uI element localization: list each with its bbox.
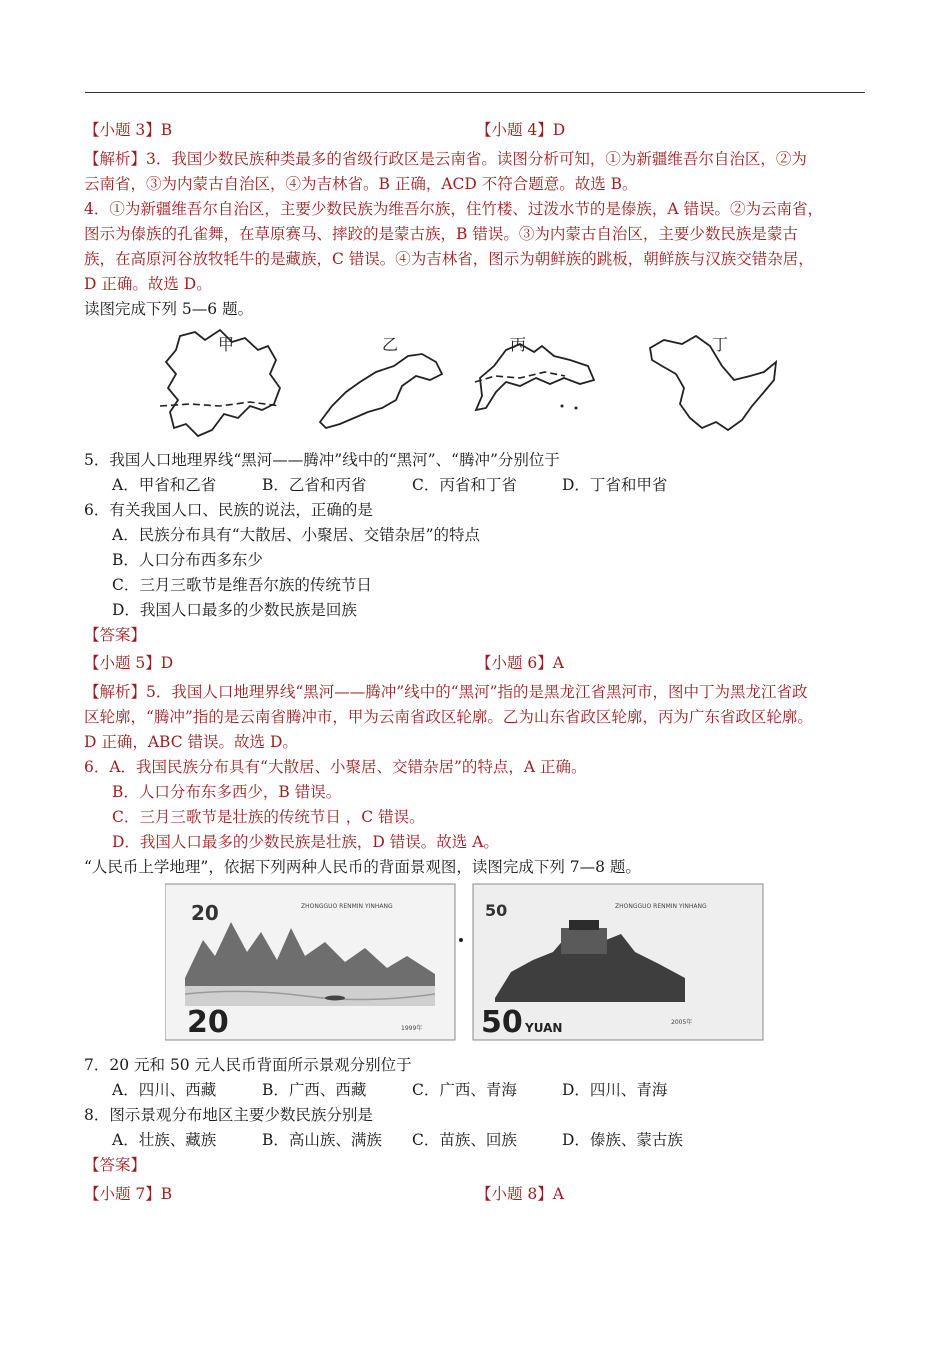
section-instruction: 读图完成下列 5—6 题。 [84, 300, 254, 318]
analysis-line: 图示为傣族的孔雀舞，在草原赛马、摔跤的是蒙古族，B 错误。③为内蒙古自治区，主要少数民族是蒙古 [84, 225, 798, 243]
analysis-line: 4．①为新疆维吾尔自治区，主要少数民族为维吾尔族，住竹楼、过泼水节的是傣族，A 错误。②为云南省， [84, 200, 823, 218]
option-c: C．苗族、回族 [412, 1131, 517, 1149]
province-outline-maps [150, 326, 790, 442]
analysis-line: B．人口分布东多西少，B 错误。 [112, 783, 342, 801]
banknote-50 [473, 884, 763, 1040]
map-label-yi: 乙 [382, 335, 399, 354]
answer-q6: 【小题 6】A [476, 654, 564, 672]
map-label-ding: 丁 [712, 335, 729, 354]
options-q7 [112, 1078, 667, 1103]
answer-heading: 【答案】 [84, 626, 147, 644]
option-c: C．丙省和丁省 [412, 476, 517, 494]
banknote-images [165, 882, 765, 1042]
answer-q5: 【小题 5】D [84, 654, 174, 672]
question-7: 7．20 元和 50 元人民币背面所示景观分别位于 [84, 1056, 412, 1074]
option-a: A．民族分布具有“大散居、小聚居、交错杂居”的特点 [112, 526, 481, 544]
analysis-line: 6．A．我国民族分布具有“大散居、小聚居、交错杂居”的特点，A 正确。 [84, 758, 587, 776]
banknote-20 [165, 884, 463, 1040]
question-8: 8．图示景观分布地区主要少数民族分别是 [84, 1106, 373, 1124]
svg-text:50: 50 [481, 1005, 523, 1040]
svg-text:2005年: 2005年 [671, 1019, 693, 1026]
analysis-line: 族，在高原河谷放牧牦牛的是藏族，C 错误。④为吉林省，图示为朝鲜族的跳板，朝鲜族与汉族交错杂居， [84, 250, 814, 268]
option-d: D．四川、青海 [562, 1081, 668, 1099]
option-a: A．四川、西藏 [112, 1081, 217, 1099]
svg-text:20: 20 [191, 901, 219, 925]
option-b: B．乙省和丙省 [262, 476, 367, 494]
option-c: C．三月三歌节是维吾尔族的传统节日 [112, 576, 372, 594]
answer-q7: 【小题 7】B [84, 1185, 173, 1203]
option-a: A．壮族、藏族 [112, 1131, 217, 1149]
svg-text:50: 50 [485, 901, 508, 920]
option-b: B．高山族、满族 [262, 1131, 382, 1149]
option-a: A．甲省和乙省 [112, 476, 217, 494]
analysis-line: D 正确。故选 D。 [84, 275, 212, 293]
answer-q8: 【小题 8】A [476, 1185, 564, 1203]
svg-text:ZHONGGUO RENMIN YINHANG: ZHONGGUO RENMIN YINHANG [301, 903, 393, 910]
option-d: D．丁省和甲省 [562, 476, 668, 494]
answer-q3: 【小题 3】B [84, 121, 173, 139]
svg-text:ZHONGGUO RENMIN YINHANG: ZHONGGUO RENMIN YINHANG [615, 903, 707, 910]
section-instruction: “人民币上学地理”，依据下列两种人民币的背面景观图，读图完成下列 7—8 题。 [84, 858, 641, 876]
analysis-line: D 正确，ABC 错误。故选 D。 [84, 733, 298, 751]
svg-text:1999年: 1999年 [401, 1025, 423, 1032]
answer-heading: 【答案】 [84, 1156, 147, 1174]
option-c: C．广西、青海 [412, 1081, 517, 1099]
analysis-line: C．三月三歌节是壮族的传统节日 ，C 错误。 [112, 808, 425, 826]
question-6: 6．有关我国人口、民族的说法，正确的是 [84, 501, 373, 519]
analysis-line: 【解析】3．我国少数民族种类最多的省级行政区是云南省。读图分析可知，①为新疆维吾尔自治区，②为 [84, 150, 807, 168]
map-label-bing: 丙 [510, 335, 527, 354]
options-q8 [112, 1128, 683, 1153]
analysis-line: 区轮廓，“腾冲”指的是云南省腾冲市，甲为云南省政区轮廓。乙为山东省政区轮廓，丙为广东省政区轮廓。 [84, 708, 813, 726]
shandong-outline [320, 354, 442, 428]
option-d: D．傣族、蒙古族 [562, 1131, 683, 1149]
options-q5 [112, 473, 667, 498]
header-rule [85, 92, 865, 93]
analysis-line: 云南省，③为内蒙古自治区，④为吉林省。B 正确，ACD 不符合题意。故选 B。 [84, 175, 638, 193]
map-label-jia: 甲 [218, 335, 235, 354]
guangdong-outline [476, 344, 594, 410]
option-b: B．广西、西藏 [262, 1081, 367, 1099]
svg-text:20: 20 [187, 1005, 229, 1040]
answer-q4: 【小题 4】D [476, 121, 566, 139]
svg-text:YUAN: YUAN [525, 1021, 563, 1035]
question-5: 5．我国人口地理界线“黑河——腾冲”线中的“黑河”、“腾冲”分别位于 [84, 451, 560, 469]
option-d: D．我国人口最多的少数民族是回族 [112, 601, 357, 619]
option-b: B．人口分布西多东少 [112, 551, 263, 569]
analysis-line: 【解析】5．我国人口地理界线“黑河——腾冲”线中的“黑河”指的是黑龙江省黑河市，图中丁为黑龙江省政 [84, 683, 808, 701]
analysis-line: D．我国人口最多的少数民族是壮族，D 错误。故选 A。 [112, 833, 499, 851]
